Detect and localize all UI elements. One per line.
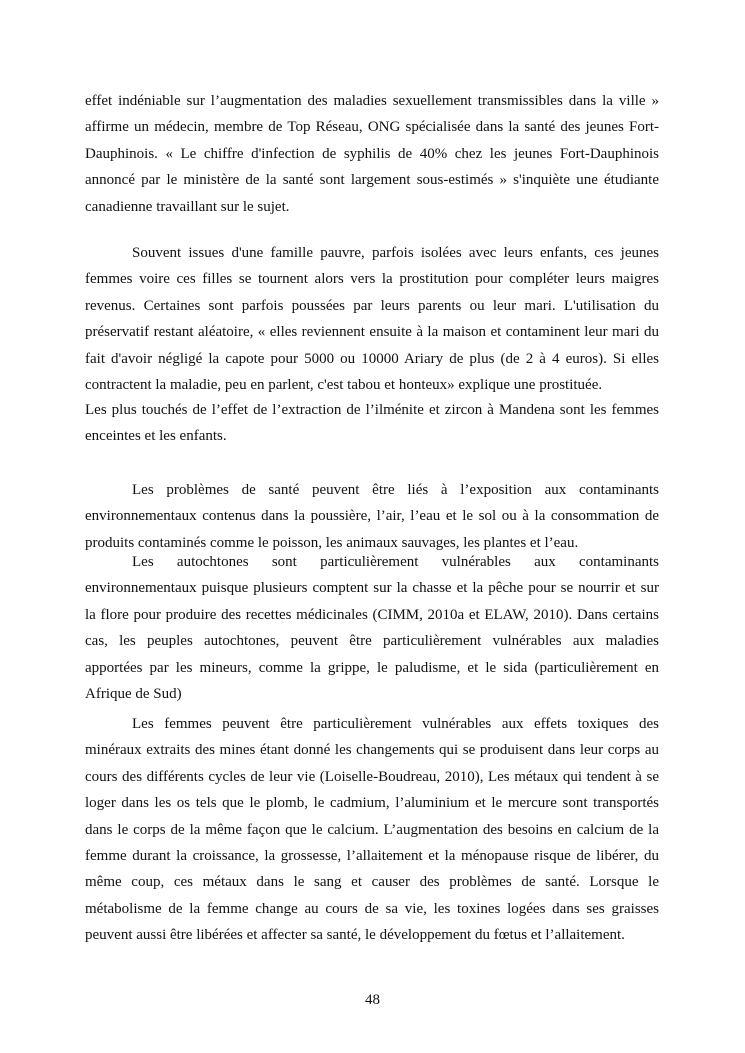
text-line: fait d'avoir négligé la capote pour 5000 ou 10000 Ariary de plus (de 2 à 4 euros). Si elles <box>85 350 659 367</box>
text-line: Les plus touchés de l’effet de l’extraction de l’ilménite et zircon à Mandena sont les femmes <box>85 402 659 418</box>
text-line: effet indéniable sur l’augmentation des maladies sexuellement transmissibles dans la ville » <box>85 93 659 109</box>
text-line: contractent la maladie, peu en parlent, c'est tabou et honteux» explique une prostituée. <box>85 376 603 393</box>
text-line: enceintes et les enfants. <box>85 428 227 445</box>
text-line: cours des différents cycles de leur vie (Loiselle-Boudreau, 2010), Les métaux qui tendent à se <box>85 768 659 785</box>
text-line: préservatif restant aléatoire, « elles reviennent ensuite à la maison et contaminent leur mari du <box>85 324 659 341</box>
paragraph <box>85 397 659 450</box>
text-line: Les femmes peuvent être particulièrement vulnérables aux effets toxiques des <box>132 716 659 732</box>
text-line: revenus. Certaines sont parfois poussées par leurs parents ou leur mari. L'utilisation du <box>85 297 659 314</box>
text-line: produits contaminés comme le poisson, les animaux sauvages, les plantes et l’eau. <box>85 534 579 551</box>
text-line: environnementaux contenus dans la poussière, l’air, l’eau et le sol ou à la consommation de <box>85 508 659 525</box>
paragraph <box>85 88 659 220</box>
paragraph <box>85 477 659 556</box>
paragraph <box>85 240 659 398</box>
text-line: apportées par les mineurs, comme la grippe, le paludisme, et le sida (particulièrement en <box>85 659 659 676</box>
paragraph <box>85 711 659 949</box>
text-line: la flore pour produire des recettes médicinales (CIMM, 2010a et ELAW, 2010). Dans certains <box>85 606 659 623</box>
text-line: canadienne travaillant sur le sujet. <box>85 198 290 215</box>
text-line: Les problèmes de santé peuvent être liés à l’exposition aux contaminants <box>132 482 659 498</box>
page-number: 48 <box>365 992 380 1008</box>
text-line: femmes voire ces filles se tournent alors vers la prostitution pour compléter leurs maigres <box>85 271 659 288</box>
text-line: Afrique de Sud) <box>85 685 182 702</box>
text-line: environnementaux puisque plusieurs comptent sur la chasse et la pêche pour se nourrir et sur <box>85 580 659 597</box>
text-line: même coup, ces métaux dans le sang et causer des problèmes de santé. Lorsque le <box>85 874 659 891</box>
text-line: loger dans les os tels que le plomb, le cadmium, l’aluminium et le mercure sont transportés <box>85 795 659 812</box>
text-line: métabolisme de la femme change au cours de sa vie, les toxines logées dans ses graisses <box>85 900 659 917</box>
text-line: dans le corps de la même façon que le calcium. L’augmentation des besoins en calcium de la <box>85 821 659 838</box>
text-line: minéraux extraits des mines étant donné les changements qui se produisent dans leur corps au <box>85 742 659 759</box>
text-line: Les autochtones sont particulièrement vulnérables aux contaminants <box>132 554 659 570</box>
text-line: peuvent aussi être libérées et affecter sa santé, le développement du fœtus et l’allaitement. <box>85 927 625 944</box>
text-line: Souvent issues d'une famille pauvre, parfois isolées avec leurs enfants, ces jeunes <box>132 245 659 261</box>
text-line: Dauphinois. « Le chiffre d'infection de syphilis de 40% chez les jeunes Fort-Dauphinois <box>85 145 659 162</box>
paragraph <box>85 549 659 707</box>
text-line: cas, les peuples autochtones, peuvent être particulièrement vulnérables aux maladies <box>85 633 659 650</box>
text-line: affirme un médecin, membre de Top Réseau, ONG spécialisée dans la santé des jeunes Fort- <box>85 119 659 136</box>
text-line: femme durant la croissance, la grossesse, l’allaitement et la ménopause risque de libérer, du <box>85 847 659 864</box>
text-line: annoncé par le ministère de la santé sont largement sous-estimés » s'inquiète une étudiante <box>85 172 659 189</box>
